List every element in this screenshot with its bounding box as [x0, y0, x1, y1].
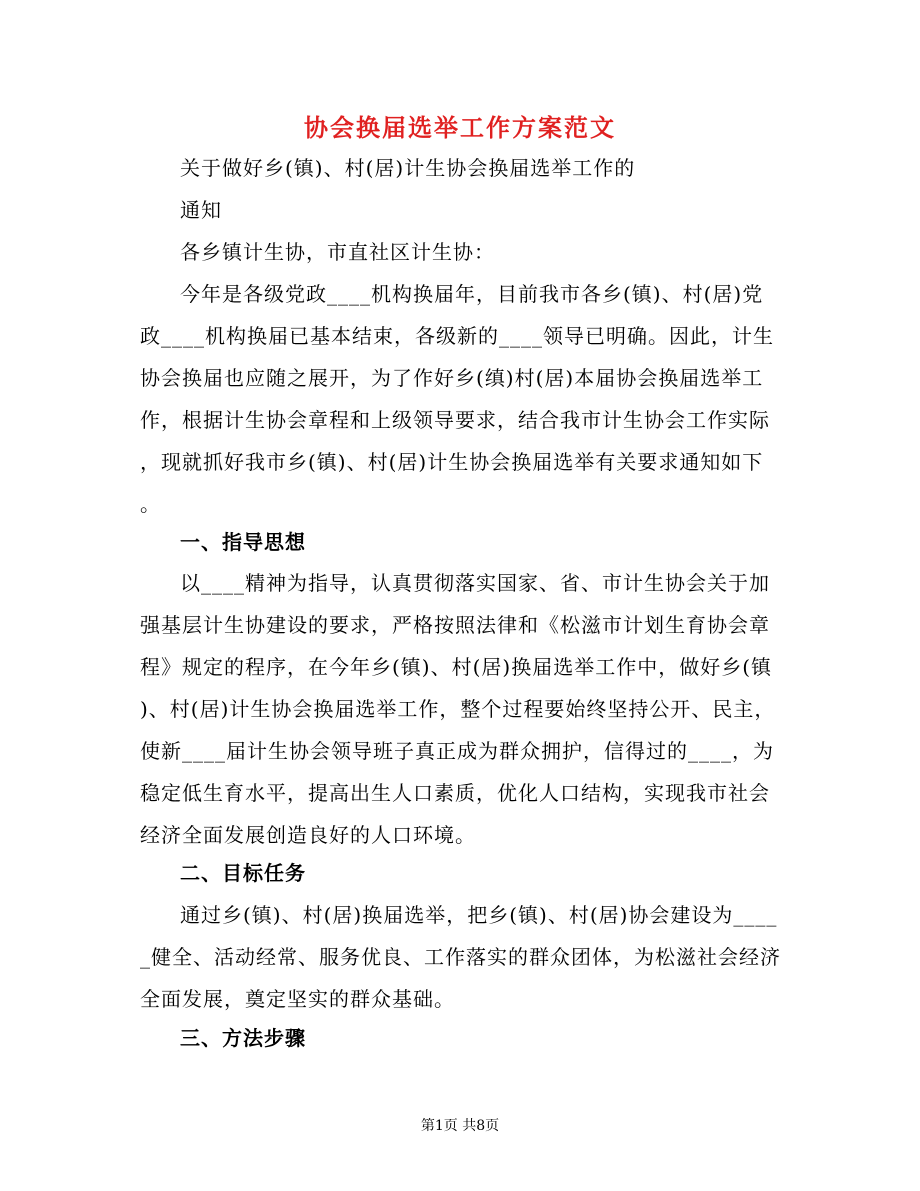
paragraph-line: 以____精神为指导，认真贯彻落实国家、省、市计生协会关于加 [180, 571, 770, 595]
salutation: 各乡镇计生协，市直社区计生协： [180, 240, 495, 264]
paragraph-line: 稳定低生育水平，提高出生人口素质，优化人口结构，实现我市社会 [140, 781, 770, 805]
paragraph-line: 通过乡(镇)、村(居)换届选举，把乡(镇)、村(居)协会建设为____ [180, 903, 778, 927]
paragraph-line: 今年是各级党政____机构换届年，目前我市各乡(镇)、村(居)党 [180, 282, 764, 306]
section-heading-2: 二、目标任务 [180, 861, 306, 885]
paragraph-line: 程》规定的程序，在今年乡(镇)、村(居)换届选举工作中，做好乡(镇 [140, 655, 773, 679]
paragraph-line: ，现就抓好我市乡(镇)、村(居)计生协会换届选举有关要求通知如下 [140, 450, 764, 474]
section-heading-3: 三、方法步骤 [180, 1026, 306, 1050]
paragraph-line: 政____机构换届已基本结束，各级新的____领导已明确。因此，计生 [140, 324, 774, 348]
paragraph-line: 。 [140, 492, 161, 516]
notice-title-line-2: 通知 [180, 198, 222, 222]
paragraph-line: 经济全面发展创造良好的人口环境。 [140, 823, 476, 847]
page-number-footer: 第1页 共8页 [420, 1118, 500, 1134]
paragraph-line: 使新____届计生协会领导班子真正成为群众拥护，信得过的____，为 [140, 739, 774, 763]
paragraph-line: 全面发展，奠定坚实的群众基础。 [140, 987, 455, 1011]
paragraph-line: 协会换届也应随之展开，为了作好乡(缜)村(居)本届协会换届选举工 [140, 366, 764, 390]
paragraph-line: )、村(居)计生协会换届选举工作，整个过程要始终坚持公开、民主， [140, 697, 776, 721]
section-heading-1: 一、指导思想 [180, 530, 306, 554]
notice-title-line-1: 关于做好乡(镇)、村(居)计生协会换届选举工作的 [180, 156, 636, 180]
document-title: 协会换届选举工作方案范文 [304, 113, 616, 142]
paragraph-line: 强基层计生协建设的要求，严格按照法律和《松滋市计划生育协会章 [140, 613, 770, 637]
paragraph-line: 作，根据计生协会章程和上级领导要求，结合我市计生协会工作实际 [140, 408, 770, 432]
paragraph-line: _健全、活动经常、服务优良、工作落实的群众团体，为松滋社会经济 [140, 945, 781, 969]
